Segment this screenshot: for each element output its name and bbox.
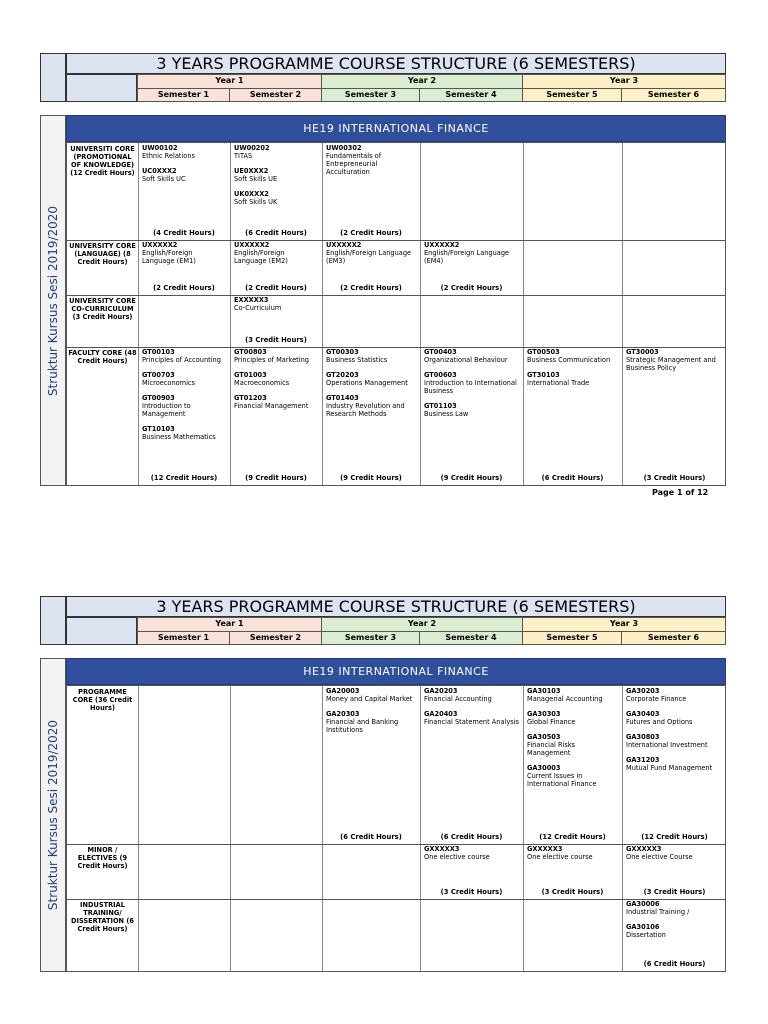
header-left-stub [40,53,66,102]
course-name: One elective Course [626,853,693,861]
course-name: Financial Accounting [424,695,492,703]
semester-cell [322,899,420,971]
year-2-label: Year 2 [321,74,522,88]
course-code: GT20203 [326,371,359,379]
row-label: UNIVERSITY CORE CO-CURRICULUM (3 Credit Hours) [69,297,136,321]
header-label-stub [66,74,137,102]
course-entry [626,923,724,939]
semester-1-label: Semester 1 [137,88,229,102]
course-code: GA20203 [424,687,458,695]
course-code: GXXXXX3 [626,845,662,853]
course-name: Microeconomics [142,379,195,387]
course-entry [527,764,619,788]
header-block-page1 [40,53,726,102]
course-code: GT01103 [424,402,457,410]
semester-6-label: Semester 6 [621,88,726,102]
course-entry [142,371,227,387]
semester-cell [322,686,420,844]
course-name: Financial Statement Analysis [424,718,519,726]
course-code: GA20403 [424,710,458,718]
semester-3-label: Semester 3 [321,631,419,645]
course-name: English/Foreign Language (EM4) [424,249,510,265]
course-code: GT00403 [424,348,457,356]
course-entry [326,371,417,387]
course-name: Operations Management [326,379,408,387]
course-code: GA20303 [326,710,360,718]
row-label: UNIVERSITY CORE (LANGUAGE) (8 Credit Hours) [69,242,136,266]
course-code: UXXXXX2 [326,241,362,249]
semester-cell [230,347,322,485]
semester-cell [138,240,230,295]
course-code: GT01003 [234,371,267,379]
course-name: Organizational Behaviour [424,356,508,364]
semester-cell [523,347,622,485]
course-code: GT01203 [234,394,267,402]
credit-hours: (2 Credit Hours) [153,284,215,292]
semester-cell [622,143,727,240]
course-entry [326,687,417,703]
semester-4-label: Semester 4 [419,88,522,102]
semester-cell [523,686,622,844]
header-title-row [66,596,726,617]
course-entry [424,402,520,418]
semester-cell [138,844,230,899]
year-1-label: Year 1 [137,617,321,631]
course-name: International Investment [626,741,708,749]
course-name: Financial Risks Management [527,741,576,757]
semester-cell [622,295,727,347]
course-code: GT00603 [424,371,457,379]
course-code: UC0XXX2 [142,167,177,175]
course-entry [142,425,227,441]
semester-cell [622,844,727,899]
course-name: Mutual Fund Management [626,764,713,772]
semester-cell [523,295,622,347]
credit-hours: (9 Credit Hours) [440,474,503,482]
course-entry [527,845,619,861]
semester-cell [322,240,420,295]
semester-cell [138,686,230,844]
page-title: 3 YEARS PROGRAMME COURSE STRUCTURE (6 SEMESTERS) [156,54,636,73]
semester-cell [523,240,622,295]
course-entry [142,144,227,160]
course-name: Financial Management [234,402,309,410]
credit-hours: (12 Credit Hours) [641,833,708,841]
semester-cell [230,899,322,971]
course-code: UK0XXX2 [234,190,269,198]
course-entry [527,348,619,364]
course-entry [626,733,724,749]
course-code: GT00703 [142,371,175,379]
course-code: GA30203 [626,687,660,695]
row-label: UNIVERSITI CORE (PROMOTIONAL OF KNOWLEDGE) (12 Credit Hours) [70,145,135,177]
credit-hours: (12 Credit Hours) [150,474,218,482]
year-3-label: Year 3 [522,74,726,88]
credit-hours: (6 Credit Hours) [440,833,503,841]
course-entry [326,710,417,734]
semester-cell [622,686,727,844]
course-name: Futures and Options [626,718,693,726]
course-code: GT00303 [326,348,359,356]
course-name: Strategic Management and Business Policy [626,356,716,372]
course-entry [326,241,417,265]
credit-hours: (6 Credit Hours) [643,960,706,968]
course-code: UW00302 [326,144,362,152]
course-name: Industrial Training / [626,908,690,916]
credit-hours: (3 Credit Hours) [541,888,604,896]
course-code: GA30503 [527,733,561,741]
course-entry [234,241,319,265]
credit-hours: (3 Credit Hours) [245,336,307,344]
row-label: PROGRAMME CORE (36 Credit Hours) [72,688,133,712]
semester-cell [322,844,420,899]
course-name: Business Law [424,410,469,418]
page-title: 3 YEARS PROGRAMME COURSE STRUCTURE (6 SEMESTERS) [156,597,636,616]
semester-cell [420,686,523,844]
course-name: Financial and Banking Institutions [326,718,399,734]
semester-cell [523,899,622,971]
course-entry [234,167,319,183]
course-entry [142,394,227,418]
course-name: Current Issues in International Finance [527,772,597,788]
course-entry [527,687,619,703]
row-label: INDUSTRIAL TRAINING/ DISSERTATION (6 Credit Hours) [71,901,134,933]
semester-6-label: Semester 6 [621,631,726,645]
course-code: GA30003 [527,764,561,772]
course-code: UXXXXX2 [234,241,270,249]
course-grid-page1 [66,142,726,486]
course-name: Business Communication [527,356,611,364]
course-name: One elective course [527,853,593,861]
course-name: Fundamentals of Entrepreneurial Acculturation [326,152,382,176]
credit-hours: (3 Credit Hours) [440,888,503,896]
course-entry [424,348,520,364]
semester-cell [523,844,622,899]
credit-hours: (9 Credit Hours) [340,474,402,482]
course-name: Managerial Accounting [527,695,603,703]
semester-cell [622,899,727,971]
semester-cell [420,899,523,971]
course-entry [326,394,417,418]
course-code: GT30003 [626,348,659,356]
credit-hours: (12 Credit Hours) [539,833,606,841]
course-entry [626,756,724,772]
course-name: Principles of Accounting [142,356,221,364]
semester-cell [230,143,322,240]
course-name: Introduction to International Business [424,379,517,395]
semester-cell [420,143,523,240]
course-code: GA20003 [326,687,360,695]
course-entry [424,687,520,703]
year-1-label: Year 1 [137,74,321,88]
course-entry [326,144,417,176]
header-left-stub [40,596,66,645]
course-name: Industry Revolution and Research Methods [326,402,405,418]
course-name: Money and Capital Market [326,695,413,703]
side-label-text: Struktur Kursus Sesi 2019/2020 [46,719,60,911]
course-entry [424,371,520,395]
semester-cell [230,844,322,899]
credit-hours: (2 Credit Hours) [340,284,402,292]
semester-5-label: Semester 5 [522,631,621,645]
semester-cell [420,347,523,485]
course-entry [626,710,724,726]
course-code: GA30403 [626,710,660,718]
course-code: UXXXXX2 [142,241,178,249]
semester-4-label: Semester 4 [419,631,522,645]
credit-hours: (4 Credit Hours) [153,229,215,237]
course-code: GXXXXX3 [424,845,460,853]
course-entry [234,144,319,160]
header-label-stub [66,617,137,645]
course-code: GT10103 [142,425,175,433]
course-name: Soft Skills UE [234,175,278,183]
course-code: GT00103 [142,348,175,356]
programme-title-band-page2: HE19 INTERNATIONAL FINANCE [66,658,726,685]
course-entry [234,394,319,410]
semester-cell [230,240,322,295]
semester-cell [420,844,523,899]
semester-cell [420,240,523,295]
semester-3-label: Semester 3 [321,88,419,102]
course-name: Dissertation [626,931,666,939]
credit-hours: (2 Credit Hours) [440,284,503,292]
course-entry [527,371,619,387]
course-code: GT00503 [527,348,560,356]
credit-hours: (6 Credit Hours) [245,229,307,237]
course-entry [424,710,520,726]
course-code: EXXXXX3 [234,296,269,304]
course-entry [626,845,724,861]
course-code: UW00202 [234,144,270,152]
course-code: GA30106 [626,923,660,931]
course-code: GXXXXX3 [527,845,563,853]
course-code: GA30303 [527,710,561,718]
course-name: International Trade [527,379,590,387]
course-code: GA30006 [626,900,660,908]
side-label-text: Struktur Kursus Sesi 2019/2020 [46,205,60,396]
credit-hours: (9 Credit Hours) [245,474,307,482]
credit-hours: (3 Credit Hours) [643,474,706,482]
credit-hours: (2 Credit Hours) [340,229,402,237]
course-name: Business Statistics [326,356,388,364]
course-name: Soft Skills UC [142,175,186,183]
course-name: Ethnic Relations [142,152,195,160]
credit-hours: (6 Credit Hours) [340,833,402,841]
course-entry [326,348,417,364]
semester-cell [138,295,230,347]
semester-cell [622,347,727,485]
course-code: GT30103 [527,371,560,379]
programme-title-band-page1: HE19 INTERNATIONAL FINANCE [66,115,726,142]
row-label: FACULTY CORE (48 Credit Hours) [68,349,137,365]
course-entry [142,348,227,364]
row-label: MINOR / ELECTIVES (9 Credit Hours) [77,846,128,870]
course-grid-page2 [66,685,726,972]
course-entry [527,733,619,757]
course-name: Co-Curriculum [234,304,282,312]
course-code: GT01403 [326,394,359,402]
course-name: Principles of Marketing [234,356,309,364]
course-name: One elective course [424,853,490,861]
course-code: UXXXXX2 [424,241,460,249]
course-entry [626,687,724,703]
course-entry [234,296,319,312]
semester-cell [138,347,230,485]
course-entry [234,348,319,364]
semester-cell [622,240,727,295]
semester-cell [230,295,322,347]
course-code: GT00903 [142,394,175,402]
course-name: TITAS [234,152,253,160]
semester-2-label: Semester 2 [229,88,321,102]
course-code: GA30803 [626,733,660,741]
course-name: English/Foreign Language (EM2) [234,249,288,265]
semester-cell [322,295,420,347]
semester-cell [138,143,230,240]
course-entry [142,241,227,265]
year-2-label: Year 2 [321,617,522,631]
semester-cell [138,899,230,971]
course-code: GT00803 [234,348,267,356]
course-entry [626,900,724,916]
course-name: Soft Skills UK [234,198,278,206]
course-name: English/Foreign Language (EM1) [142,249,196,265]
semester-cell [322,347,420,485]
course-code: UW00102 [142,144,178,152]
course-entry [626,348,724,372]
side-label-panel-page2 [40,658,66,972]
course-entry [527,710,619,726]
header-block-page2 [40,596,726,645]
course-name: Corporate Finance [626,695,687,703]
course-entry [234,371,319,387]
course-name: English/Foreign Language (EM3) [326,249,412,265]
year-3-label: Year 3 [522,617,726,631]
course-name: Business Mathematics [142,433,216,441]
semester-2-label: Semester 2 [229,631,321,645]
course-name: Macroeconomics [234,379,290,387]
page-number: Page 1 of 12 [652,488,709,497]
course-name: Introduction to Management [142,402,191,418]
course-code: GA31203 [626,756,660,764]
header-title-row [66,53,726,74]
semester-cell [523,143,622,240]
course-entry [234,190,319,206]
credit-hours: (3 Credit Hours) [643,888,706,896]
course-entry [424,241,520,265]
course-code: GA30103 [527,687,561,695]
semester-cell [322,143,420,240]
course-entry [424,845,520,861]
credit-hours: (6 Credit Hours) [541,474,604,482]
semester-cell [420,295,523,347]
side-label-panel-page1 [40,115,66,486]
course-name: Global Finance [527,718,576,726]
course-entry [142,167,227,183]
semester-5-label: Semester 5 [522,88,621,102]
credit-hours: (2 Credit Hours) [245,284,307,292]
semester-1-label: Semester 1 [137,631,229,645]
course-code: UE0XXX2 [234,167,269,175]
semester-cell [230,686,322,844]
